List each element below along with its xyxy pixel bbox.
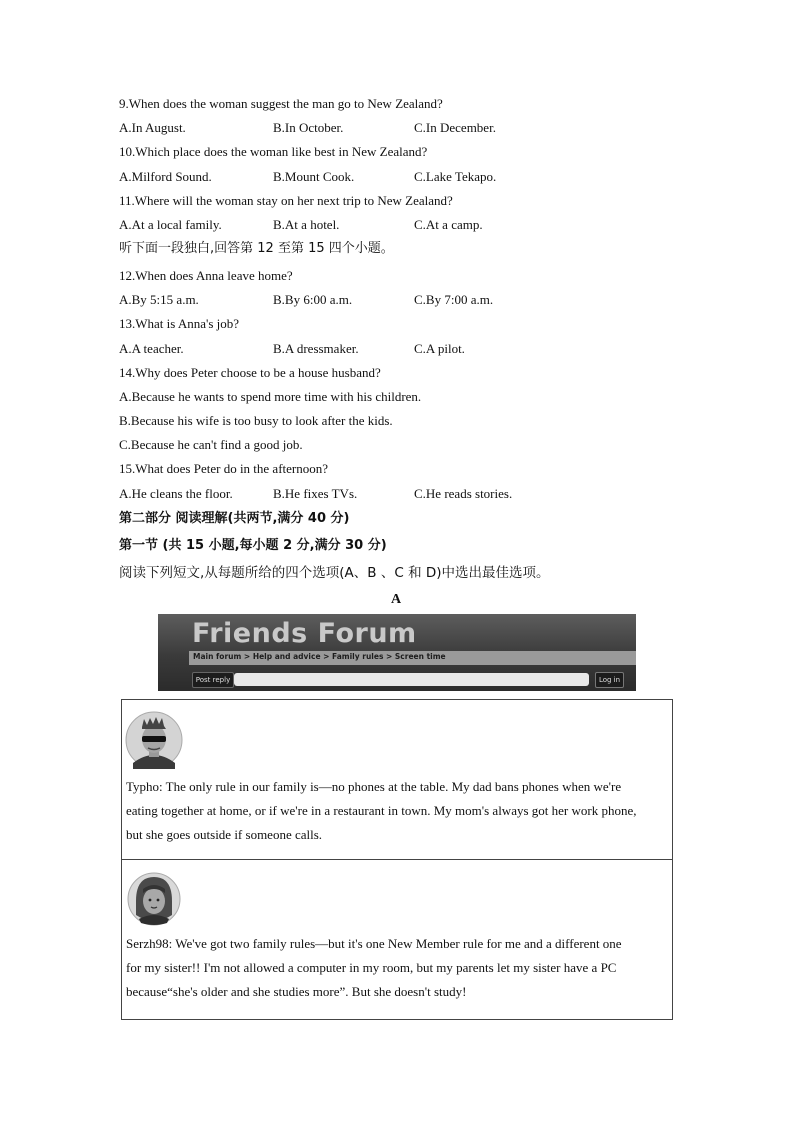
- forum-title: Friends Forum: [192, 618, 417, 649]
- forum-banner: [158, 614, 636, 691]
- question-10: 10.Which place does the woman like best in New Zealand?: [119, 144, 428, 159]
- post-line: because“she's older and she studies more”. But she doesn't study!: [126, 984, 467, 999]
- question-11: 11.Where will the woman stay on her next trip to New Zealand?: [119, 193, 453, 208]
- q11-option-c: C.At a camp.: [414, 217, 483, 232]
- passage-label: A: [391, 592, 402, 607]
- q15-option-b: B.He fixes TVs.: [273, 486, 358, 501]
- q10-option-a: A.Milford Sound.: [119, 169, 212, 184]
- post-reply-button[interactable]: Post reply: [192, 672, 234, 688]
- q15-option-a: A.He cleans the floor.: [119, 486, 233, 501]
- q13-option-a: A.A teacher.: [119, 341, 184, 356]
- avatar-girl-icon: [127, 871, 181, 927]
- question-13: 13.What is Anna's job?: [119, 316, 240, 331]
- avatar-serzh98: [127, 871, 181, 932]
- q14-option-a: A.Because he wants to spend more time with his children.: [119, 389, 422, 404]
- breadcrumb: [189, 651, 636, 665]
- q15-option-c: C.He reads stories.: [414, 486, 513, 501]
- post-line: Typho: The only rule in our family is—no phones at the table. My dad bans phones when we're: [126, 779, 622, 794]
- q12-option-b: B.By 6:00 a.m.: [273, 292, 353, 307]
- question-14: 14.Why does Peter choose to be a house husband?: [119, 365, 381, 380]
- post-line: Serzh98: We've got two family rules—but it's one New Member rule for me and a different one: [126, 936, 622, 951]
- reply-input[interactable]: [234, 673, 589, 686]
- question-15: 15.What does Peter do in the afternoon?: [119, 461, 329, 476]
- q11-option-b: B.At a hotel.: [273, 217, 340, 232]
- q9-option-b: B.In October.: [273, 120, 344, 135]
- q13-option-b: B.A dressmaker.: [273, 341, 359, 356]
- forum-posts: [121, 699, 673, 1020]
- post-line: for my sister!! I'm not allowed a computer in my room, but my parents let my sister have a PC: [126, 960, 617, 975]
- avatar-typho: [125, 711, 183, 774]
- q11-option-a: A.At a local family.: [119, 217, 222, 232]
- post-line: but she goes outside if someone calls.: [126, 827, 323, 842]
- q10-option-b: B.Mount Cook.: [273, 169, 355, 184]
- section1-heading: 第一节 (共 15 小题,每小题 2 分,满分 30 分): [119, 538, 387, 553]
- q9-option-a: A.In August.: [119, 120, 186, 135]
- section-instruction: 听下面一段独白,回答第 12 至第 15 四个小题。: [119, 241, 394, 256]
- log-in-button[interactable]: Log in: [595, 672, 624, 688]
- q14-option-c: C.Because he can't find a good job.: [119, 437, 303, 452]
- question-9: 9.When does the woman suggest the man go to New Zealand?: [119, 96, 443, 111]
- post-serzh98: [126, 932, 672, 1004]
- q10-option-c: C.Lake Tekapo.: [414, 169, 497, 184]
- q13-option-c: C.A pilot.: [414, 341, 465, 356]
- q12-option-a: A.By 5:15 a.m.: [119, 292, 199, 307]
- q14-option-b: B.Because his wife is too busy to look after the kids.: [119, 413, 393, 428]
- part2-heading: 第二部分 阅读理解(共两节,满分 40 分): [119, 511, 350, 526]
- avatar-man-icon: [125, 711, 183, 769]
- post-divider: [122, 859, 672, 860]
- q12-option-c: C.By 7:00 a.m.: [414, 292, 494, 307]
- question-12: 12.When does Anna leave home?: [119, 268, 293, 283]
- post-line: eating together at home, or if we're in a restaurant in town. My mom's always got her work phone,: [126, 803, 637, 818]
- post-typho: [126, 775, 672, 847]
- breadcrumb-text: Main forum > Help and advice > Family rules > Screen time: [193, 652, 446, 661]
- q9-option-c: C.In December.: [414, 120, 496, 135]
- reading-instruction: 阅读下列短文,从每题所给的四个选项(A、B 、C 和 D)中选出最佳选项。: [119, 565, 550, 581]
